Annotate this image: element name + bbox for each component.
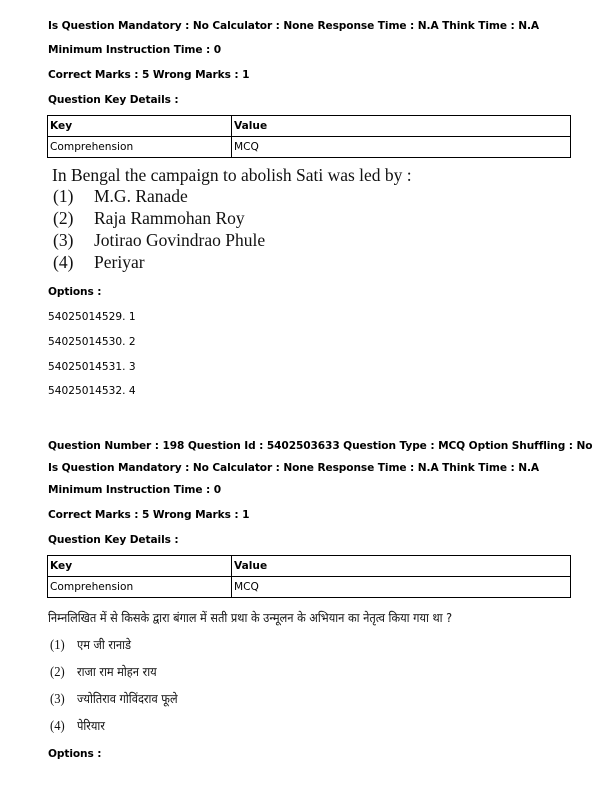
choice-number: (3) [53, 230, 74, 250]
choice-text: राजा राम मोहन राय [77, 664, 157, 679]
answer-choice [53, 252, 145, 273]
answer-choice [50, 690, 178, 708]
table-cell-value: MCQ [232, 577, 571, 598]
table-header-row [48, 556, 571, 577]
choice-number: (1) [53, 186, 74, 206]
question-stem: In Bengal the campaign to abolish Sati was led by : [52, 165, 412, 185]
option-id: 54025014529. 1 [48, 311, 136, 323]
question-meta-line: Is Question Mandatory : No Calculator : None Response Time : N.A Think Time : N.A [48, 20, 540, 32]
choice-text: एम जी रानाडे [77, 637, 132, 652]
choice-number: (2) [53, 208, 74, 228]
options-label: Options : [48, 748, 102, 760]
answer-choice [50, 636, 131, 654]
choice-number: (1) [50, 638, 65, 653]
choice-text: Periyar [94, 252, 145, 272]
choice-number: (3) [50, 692, 65, 707]
choice-number: (4) [53, 252, 74, 272]
table-row [48, 137, 571, 158]
key-details-label: Question Key Details : [48, 534, 179, 546]
question-stem: निम्नलिखित में से किसके द्वारा बंगाल में सती प्रथा के उन्मूलन के अभियान का नेतृत्व किया गया था ? [48, 610, 453, 625]
option-id: 54025014532. 4 [48, 385, 136, 397]
key-details-label: Question Key Details : [48, 94, 179, 106]
key-details-table [47, 115, 571, 158]
answer-choice [50, 663, 157, 681]
question-number-line: Question Number : 198 Question Id : 5402503633 Question Type : MCQ Option Shuffling : No [48, 440, 593, 452]
answer-choice [50, 717, 105, 735]
choice-number: (4) [50, 719, 65, 734]
table-header-value: Value [232, 116, 571, 137]
table-header-key: Key [48, 556, 232, 577]
table-cell-key: Comprehension [48, 577, 232, 598]
option-id: 54025014531. 3 [48, 361, 136, 373]
table-cell-key: Comprehension [48, 137, 232, 158]
choice-number: (2) [50, 665, 65, 680]
option-id: 54025014530. 2 [48, 336, 136, 348]
choice-text: पेरियार [77, 718, 105, 733]
table-header-row [48, 116, 571, 137]
choice-text: M.G. Ranade [94, 186, 188, 206]
answer-choice [53, 230, 265, 251]
answer-choice [53, 208, 245, 229]
table-header-value: Value [232, 556, 571, 577]
marks-info: Correct Marks : 5 Wrong Marks : 1 [48, 69, 250, 81]
choice-text: Raja Rammohan Roy [94, 208, 245, 228]
choice-text: Jotirao Govindrao Phule [94, 230, 266, 250]
table-header-key: Key [48, 116, 232, 137]
table-cell-value: MCQ [232, 137, 571, 158]
key-details-table [47, 555, 571, 598]
min-instruction-time: Minimum Instruction Time : 0 [48, 484, 222, 496]
choice-text: ज्योतिराव गोविंदराव फूले [77, 691, 178, 706]
answer-choice [53, 186, 188, 207]
options-label: Options : [48, 286, 102, 298]
table-row [48, 577, 571, 598]
min-instruction-time: Minimum Instruction Time : 0 [48, 44, 222, 56]
marks-info: Correct Marks : 5 Wrong Marks : 1 [48, 509, 250, 521]
question-meta-line: Is Question Mandatory : No Calculator : None Response Time : N.A Think Time : N.A [48, 462, 540, 474]
